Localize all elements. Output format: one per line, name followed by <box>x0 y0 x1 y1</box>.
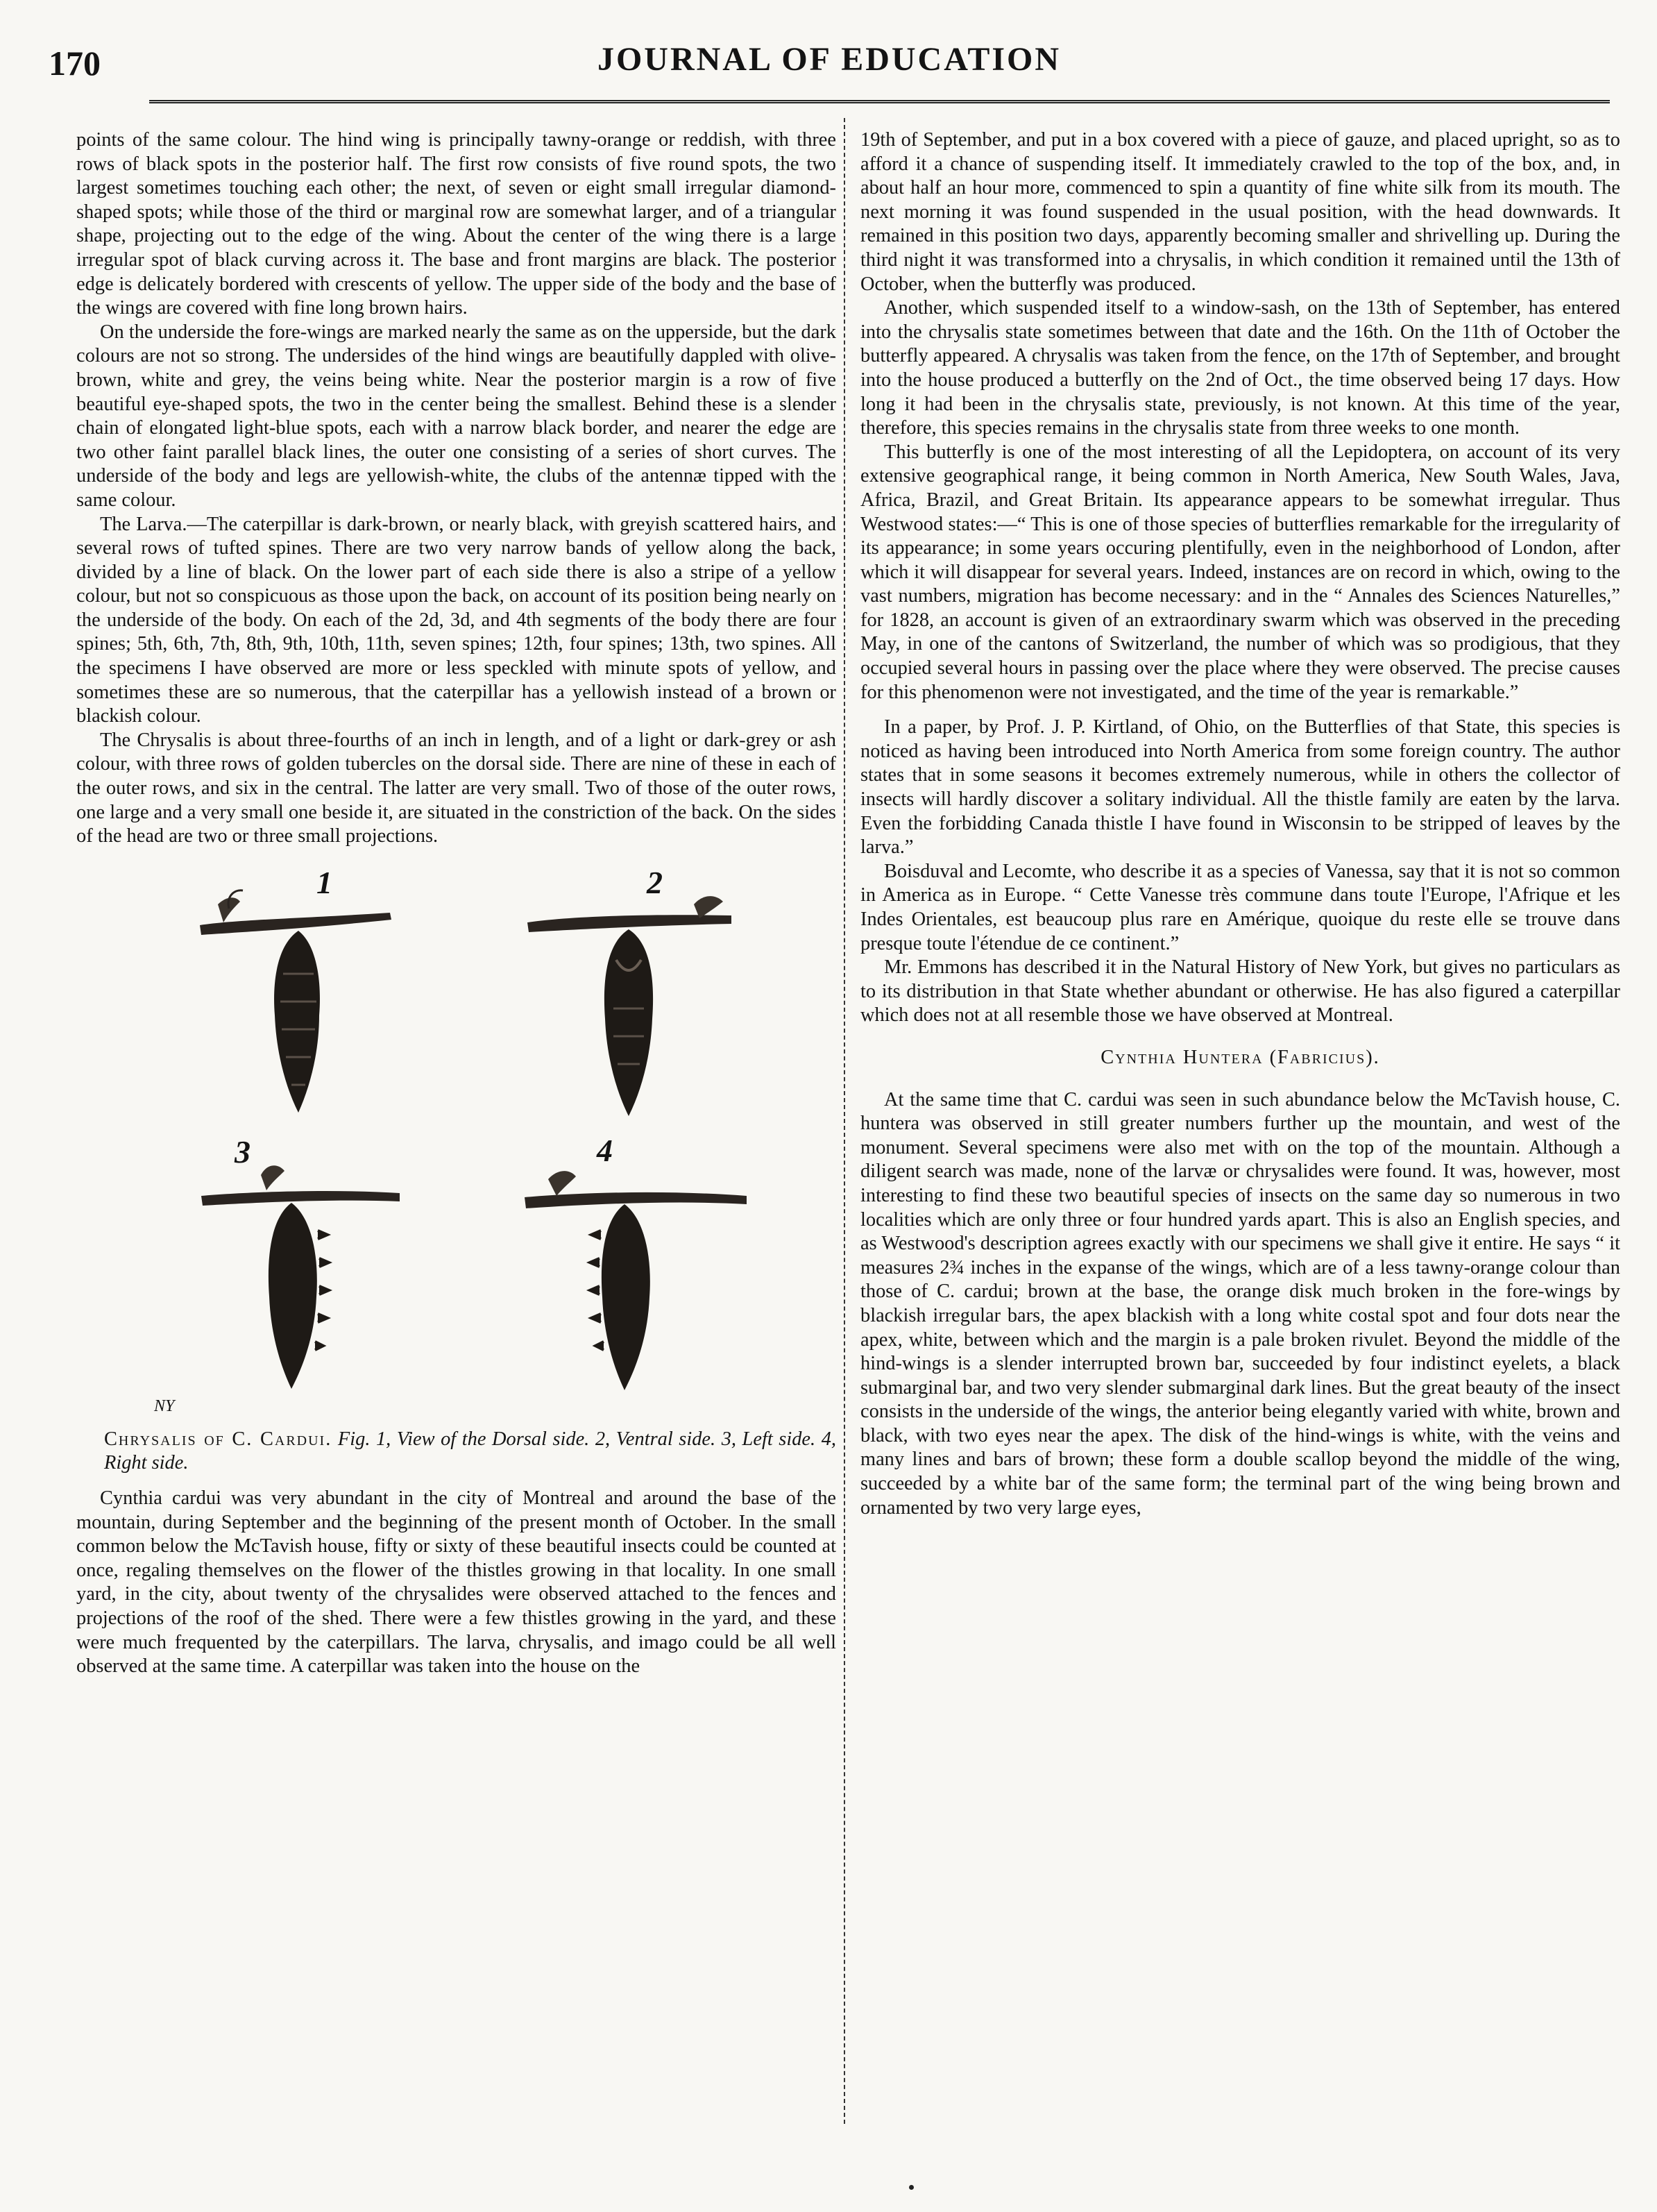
header-rule <box>149 100 1610 103</box>
paragraph: In a paper, by Prof. J. P. Kirtland, of Ohio, on the Butterflies of that State, this species is noticed as having been introduced into North America from some foreign country. The author states that in some seasons it becomes extremely numerous, while in others the collector of insects will hardly discover a solitary individual. All the thistle family are eaten by the larva. Even the forbidding Canada thistle I have found in Wisconsin to be stripped of leaves by the larva.” <box>860 716 1620 859</box>
figure-label-3: 3 <box>235 1133 250 1170</box>
paragraph: Boisduval and Lecomte, who describe it as a species of Vanessa, say that it is not so common in America as in Europe. “ Cette Vanesse très commune dans toute l'Europe, l'Afrique et les Indes Orientales, est beaucoup plus rare en Amérique, quoique du reste elle se trouve dans presque toute l'étendue de ce continent.” <box>860 860 1620 954</box>
caption-title: Chrysalis of C. Cardui. <box>104 1428 332 1450</box>
column-divider <box>844 118 845 2124</box>
paragraph: points of the same colour. The hind wing is principally tawny-orange or reddish, with three rows of black spots in the posterior half. The first row consists of five round spots, the two largest sometimes touching each other; the next, of seven or eight small irregular diamond-shaped spots; while those of the third or marginal row are somewhat larger, and of a triangular shape, projecting out to the edge of the wing. About the center of the wing there is a large irregular spot of black curving across it. The base and front margins are black. The posterior edge is delicately bordered with crescents of yellow. The upper side of the body and the base of the wings are covered with fine long brown hairs. <box>76 129 836 319</box>
paragraph: The Larva.—The caterpillar is dark-brown, or nearly black, with greyish scattered hairs, and several rows of tufted spines. There are two very narrow bands of yellow along the back, divided by a line of black. On the lower part of each side there is also a stripe of a yellow colour, but not so conspicuous as those upon the back, on account of its position being nearly on the underside of the body. On each of the 2d, 3d, and 4th segments of the body there are four spines; 5th, 6th, 7th, 8th, 9th, 10th, 11th, seven spines; 12th, four spines; 13th, two spines. All the specimens I have observed are more or less speckled with minute spots of yellow, and sometimes these are so numerous, that the caterpillar has a yellowish instead of a brown or blackish colour. <box>76 513 836 727</box>
chrysalis-drawing-dorsal <box>194 864 396 1133</box>
paragraph: The Chrysalis is about three-fourths of an inch in length, and of a light or dark-grey or ash colour, with three rows of golden tubercles on the dorsal side. There are nine of these in each of the outer rows, and six in the central. The latter are very small. Two of those of the outer rows, one large and a very small one beside it, are situated in the constriction of the back. On the sides of the head are two or three small projections. <box>76 729 836 847</box>
page-header <box>49 40 1610 103</box>
left-column <box>76 128 836 1679</box>
paragraph: 19th of September, and put in a box covered with a piece of gauze, and placed upright, so as to afford it a chance of suspending itself. It immediately crawled to the top of the box, and, in about half an hour more, commenced to spin a quantity of fine white silk from its mouth. The next morning it was found suspended in the usual position, with the head downwards. It remained in this position two days, apparently becoming smaller and shrivelling up. During the third night it was transformed into a chrysalis, in which condition it remained until the 13th of October, when the butterfly was produced. <box>860 129 1620 295</box>
caption-text: Fig. 1, View of the Dorsal side. 2, Ventral side. 3, Left side. 4, Right side. <box>104 1428 836 1474</box>
right-column <box>860 128 1620 1520</box>
paragraph: Another, which suspended itself to a window-sash, on the 13th of September, has entered into the chrysalis state sometimes between that date and the 16th. On the 11th of October the butterfly appeared. A chrysalis was taken from the fence, on the 17th of September, and brought into the house produced a butterfly on the 2nd of Oct., the time observed being 17 days. How long it had been in the chrysalis state, previously, is not known. At this time of the year, therefore, this species remains in the chrysalis state from three weeks to one month. <box>860 297 1620 439</box>
page-number: 170 <box>49 44 101 83</box>
figure-caption <box>76 1428 836 1476</box>
engraver-signature: NY <box>154 1396 175 1415</box>
paragraph: At the same time that C. cardui was seen in such abundance below the McTavish house, C. huntera was observed in still greater numbers further up the mountain, and west of the monument. Several specimens were also met with on the top of the mountain. Although a diligent search was made, none of the larvæ or chrysalides were found. It was, however, most interesting to find these two beautiful species of insects on the same day so numerous in two localities which are only three or four hundred yards apart. This is also an English species, and as Westwood's description agrees exactly with our specimens we shall give it entire. He says “ it measures 2¾ inches in the expanse of the wings, which are of a less tawny-orange colour than those of C. cardui; brown at the base, the orange disk much broken in the fore-wings by blackish irregular bars, the apex blackish with a long white costal spot and four dots near the apex, white, between which and the margin is a pale broken rivulet. Beyond the middle of the hind-wings is a slender interrupted brown bar, succeeded by four indistinct eyelets, a black submarginal bar, and two very slender submarginal dark lines. But the great beauty of the insect consists in the underside of the wings, the anterior being elegantly varied with white, brown and black, with two eyes near the apex. The disk of the hind-wings is white, with the veins and many lines and bars of brown; these form a double scallop beyond the middle of the wing, succeeded by a white bar of the same form; the terminal part of the wing being brown and ornamented by two very large eyes, <box>860 1088 1620 1519</box>
chrysalis-drawing-left <box>194 1133 402 1404</box>
chrysalis-drawing-right <box>520 1132 749 1404</box>
paragraph: On the underside the fore-wings are marked nearly the same as on the upperside, but the dark colours are not so strong. The undersides of the hind wings are beautifully dappled with olive-brown, white and grey, the veins being white. Near the posterior margin is a row of five beautiful eye-shaped spots, the two in the center being the smallest. Behind these is a slender chain of elongated light-blue spots, each with a narrow black border, and nearer the edge are two other faint parallel black lines, the outer one consisting of a series of short curves. The underside of the body and legs are yellowish-white, the clubs of the antennæ tipped with the same colour. <box>76 321 836 511</box>
paragraph: Cynthia cardui was very abundant in the city of Montreal and around the base of the mountain, during September and the beginning of the present month of October. In the small common below the McTavish house, fifty or sixty of these beautiful insects could be counted at once, regaling themselves on the flower of the thistles growing in that locality. In one small yard, in the city, about twenty of the chrysalides were observed attached to the fences and projections of the roof of the shed. There were a few thistles growing in the yard, and these were much frequented by the caterpillars. The larva, chrysalis, and imago could be all well observed at the same time. A caterpillar was taken into the house on the <box>76 1487 836 1678</box>
paragraph: Mr. Emmons has described it in the Natural History of New York, but gives no particulars as to its distribution in that State whether abundant or otherwise. He has also figured a caterpillar which does not at all resemble those we have observed at Montreal. <box>860 956 1620 1027</box>
chrysalis-drawing-ventral <box>520 864 736 1133</box>
chrysalis-figure <box>76 864 836 1418</box>
paragraph: This butterfly is one of the most interesting of all the Lepidoptera, on account of its very extensive geographical range, it being common in North America, New South Wales, Java, Africa, Brazil, and Great Britain. Its appearance appears to be somewhat irregular. Thus Westwood states:—“ This is one of those species of butterflies remarkable for the irregularity of its appearance; in some years occuring plentifully, even in the neighborhood of London, after which it will disappear for several years. Indeed, instances are on record in which, owing to the vast numbers, migration has become necessary: and in the “ Annales des Sciences Naturelles,” for 1828, an account is given of an extraordinary swarm which was observed in the preceding May, in one of the cantons of Switzerland, the number of which was so prodigious, that they occupied several hours in passing over the place where they were observed. The precise causes for this phenomenon were not investigated, and the time of the year is remarkable.” <box>860 441 1620 703</box>
running-head: JOURNAL OF EDUCATION <box>597 41 1062 78</box>
figure-label-1: 1 <box>316 864 332 900</box>
figure-label-4: 4 <box>597 1132 613 1168</box>
page-mark <box>909 2185 914 2190</box>
figure-label-2: 2 <box>647 864 663 900</box>
section-heading: Cynthia Huntera (Fabricius). <box>1101 1046 1380 1068</box>
